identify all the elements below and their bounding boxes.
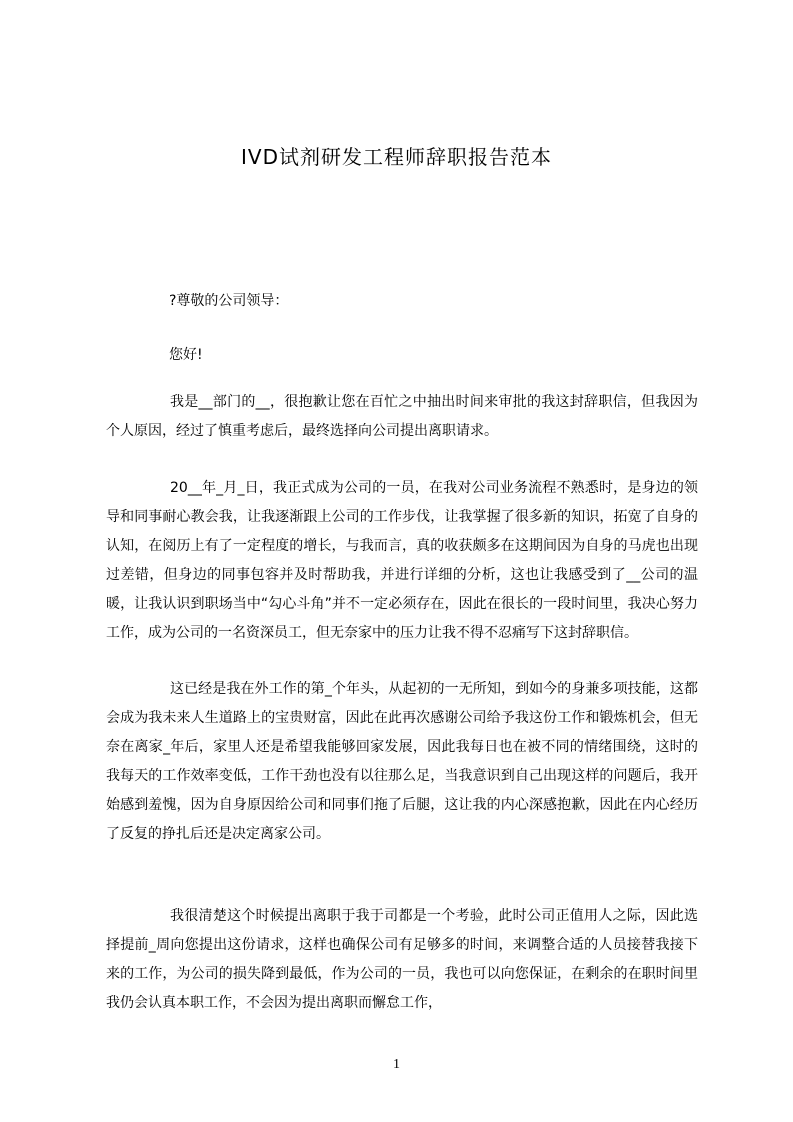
greeting-line: ?尊敬的公司领导： (169, 293, 289, 309)
paragraph-intro: 我是__部门的__，很抱歉让您在百忙之中抽出时间来审批的我这封辞职信，但我因为个人原因，经过了慎重考虑后，最终选择向公司提出离职请求。 (106, 394, 698, 439)
paragraph-reason: 这已经是我在外工作的第_个年头，从起初的一无所知，到如今的身兼多项技能，这都会成为我未来人生道路上的宝贵财富，因此在此再次感谢公司给予我这份工作和锻炼机会，但无奈在离家_年后，家里人还是希望我能够回家发展，因此我每日也在被不同的情绪围绕，这时的我每天的工作效率变低，工作干劲也没有以往那么足，当我意识到自己出现这样的问题后，我开始感到羞愧，因为自身原因给公司和同事们拖了后腿，这让我的内心深感抱歉，因此在内心经历了反复的挣扎后还是决定离家公司。 (106, 681, 698, 842)
paragraph-experience: 20__年_月_日，我正式成为公司的一员，在我对公司业务流程不熟悉时，是身边的领导和同事耐心教会我，让我逐渐跟上公司的工作步伐，让我掌握了很多新的知识，拓宽了自身的认知，在阅历上有了一定程度的增长，与我而言，真的收获颇多在这期间因为自身的马虎也出现过差错，但身边的同事包容并及时帮助我，并进行详细的分析，这也让我感受到了__公司的温暖，让我认识到职场当中“勾心斗角”并不一定必须存在，因此在很长的一段时间里，我决心努力工作，成为公司的一名资深员工，但无奈家中的压力让我不得不忍痛写下这封辞职信。 (106, 480, 698, 641)
hello-line: 您好! (169, 347, 203, 363)
document-title: IVD试剂研发工程师辞职报告范本 (241, 145, 552, 169)
page-number: 1 (393, 1057, 400, 1072)
paragraph-notice: 我很清楚这个时候提出离职于我于司都是一个考验，此时公司正值用人之际，因此选择提前_周向您提出这份请求，这样也确保公司有足够多的时间，来调整合适的人员接替我接下来的工作，为公司的损失降到最低，作为公司的一员，我也可以向您保证，在剩余的在职时间里我仍会认真本职工作，不会因为提出离职而懈怠工作， (106, 908, 698, 1011)
